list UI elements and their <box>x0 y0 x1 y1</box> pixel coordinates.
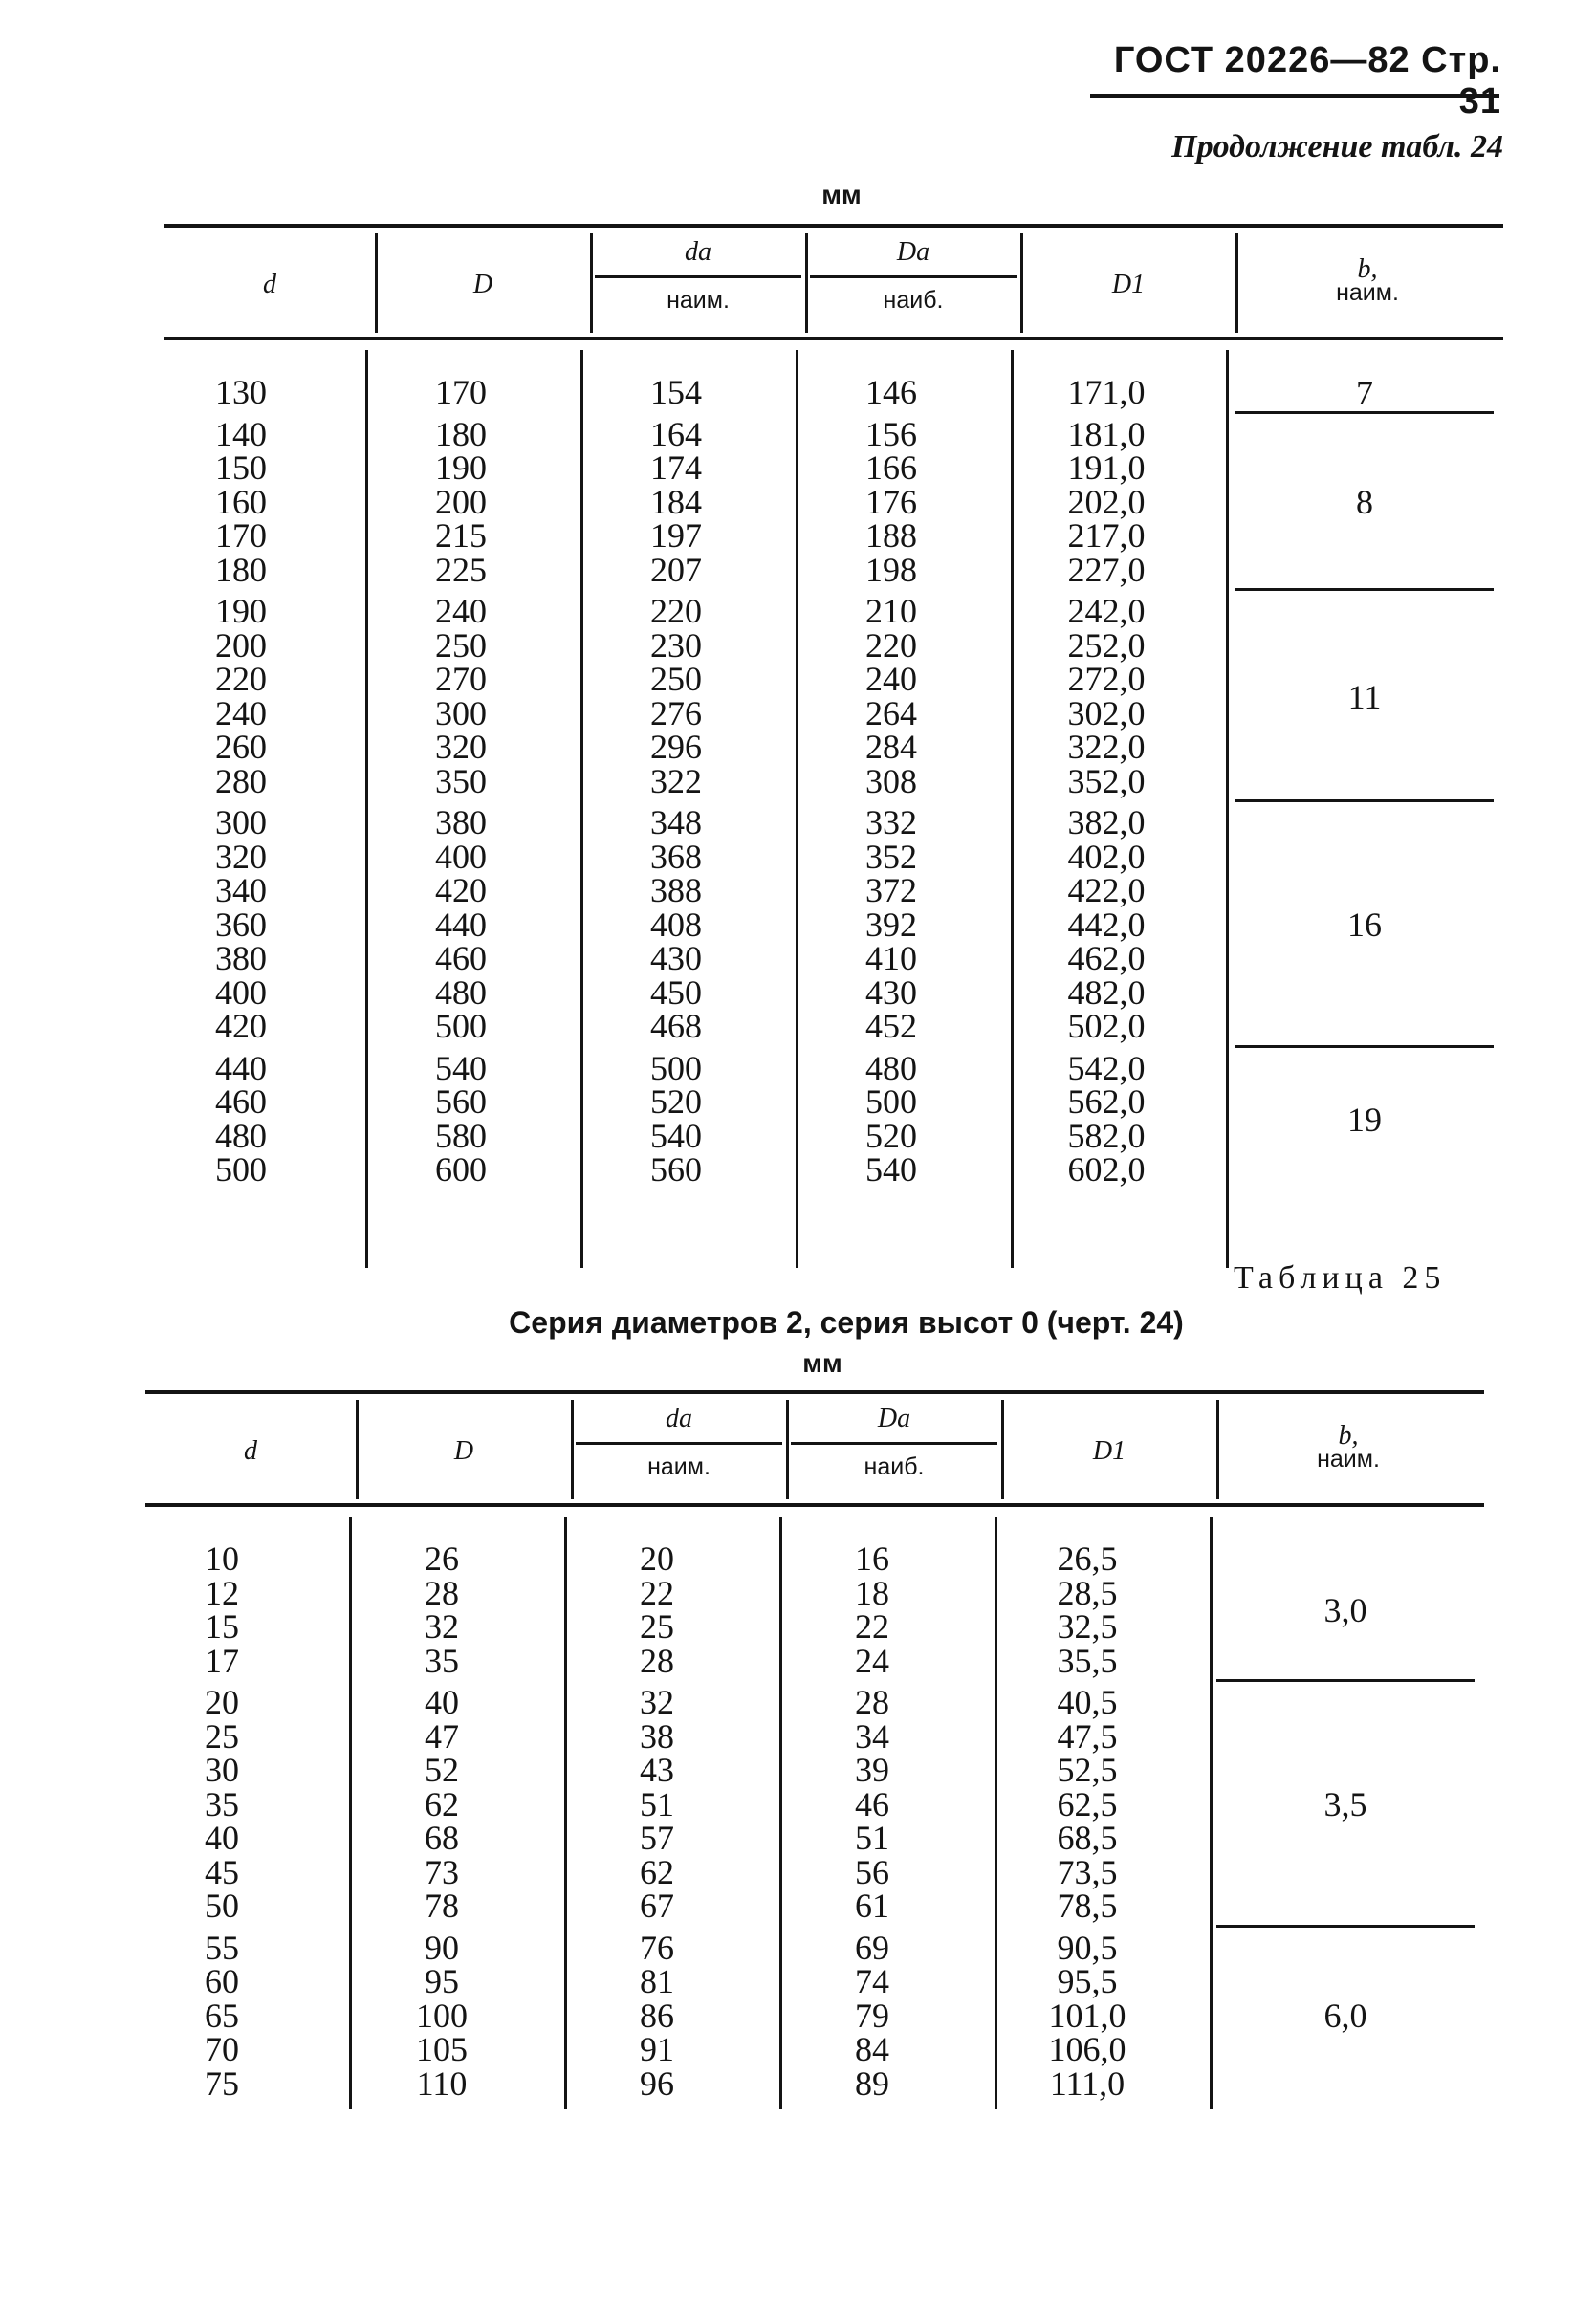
table25-cell-Da: 24 <box>855 1641 889 1680</box>
table25-cell-D1: 26,5 <box>1057 1539 1118 1578</box>
table24-cell-Da: 332 <box>865 803 917 841</box>
table25-cell-d: 60 <box>205 1962 239 2000</box>
table25-cell-D1: 73,5 <box>1057 1852 1118 1891</box>
table25-header-b-sub: наим. <box>1317 1446 1380 1473</box>
table24-cell-Da: 220 <box>865 625 917 665</box>
table25-cell-d: 20 <box>205 1683 239 1721</box>
table24-cell-da: 540 <box>650 1116 702 1155</box>
table24-cell-d: 480 <box>215 1116 267 1155</box>
table25-cell-d: 50 <box>205 1887 239 1925</box>
table24-cell-da: 500 <box>650 1048 702 1087</box>
table25-cell-D1: 78,5 <box>1057 1887 1118 1925</box>
table24-cell-da: 368 <box>650 837 702 876</box>
table25-cell-da: 67 <box>640 1887 674 1925</box>
table24-group-separator <box>1235 1045 1494 1048</box>
table25-cell-da: 25 <box>640 1607 674 1646</box>
table25-cell-D: 47 <box>425 1716 459 1756</box>
table24-header-D: D <box>472 270 493 299</box>
table24-vline-5-head <box>1235 233 1238 333</box>
table25-cell-D1: 106,0 <box>1048 2030 1126 2068</box>
table24-header-b: b, <box>1357 254 1378 284</box>
table24-cell-da: 207 <box>650 550 702 589</box>
table24-cell-D1: 227,0 <box>1067 550 1146 589</box>
table25-cell-d: 45 <box>205 1852 239 1891</box>
table24-cell-d: 190 <box>215 592 267 630</box>
table24-cell-D1: 502,0 <box>1067 1007 1146 1045</box>
table25-cell-D1: 47,5 <box>1057 1716 1118 1756</box>
table24-group-b-value: 11 <box>1347 677 1382 716</box>
table24-cell-da: 408 <box>650 905 702 944</box>
table25-cell-Da: 51 <box>855 1819 889 1857</box>
table25-header-Da: Da <box>877 1404 911 1433</box>
table24-cell-D: 500 <box>435 1007 487 1045</box>
table24-header-b-sub: наим. <box>1336 279 1399 306</box>
table24-cell-D: 420 <box>435 871 487 909</box>
table24-vline-5 <box>1226 350 1229 1268</box>
table25-cell-d: 75 <box>205 2063 239 2103</box>
table25-vline-1-head <box>356 1400 359 1499</box>
table24-cell-D1: 402,0 <box>1067 837 1146 876</box>
table25-cell-d: 30 <box>205 1751 239 1789</box>
table24-vline-4 <box>1011 350 1014 1268</box>
table24-header-d: d <box>263 270 276 299</box>
table24-cell-Da: 188 <box>865 516 917 555</box>
table25-cell-D1: 101,0 <box>1048 1996 1126 2035</box>
table24-cell-d: 200 <box>215 625 267 665</box>
table25-cell-da: 62 <box>640 1852 674 1891</box>
table25-vline-4 <box>995 1517 997 2109</box>
table24-cell-da: 220 <box>650 592 702 630</box>
table24-cell-d: 140 <box>215 414 267 453</box>
table25-cell-D: 28 <box>425 1573 459 1612</box>
table25-cell-da: 28 <box>640 1641 674 1680</box>
table25-cell-D1: 95,5 <box>1057 1962 1118 2000</box>
table24-cell-D: 170 <box>435 373 487 411</box>
table25-cell-D1: 52,5 <box>1057 1751 1118 1789</box>
table24-cell-da: 322 <box>650 761 702 800</box>
table25-cell-D: 32 <box>425 1607 459 1646</box>
table24-cell-d: 150 <box>215 448 267 487</box>
table24-cell-D1: 272,0 <box>1067 660 1146 698</box>
table25-cell-da: 38 <box>640 1716 674 1756</box>
table25-header-da-sub: наим. <box>647 1453 711 1480</box>
table25-cell-d: 17 <box>205 1641 239 1680</box>
table25-cell-da: 91 <box>640 2030 674 2068</box>
table24-header-da-sub: наим. <box>667 287 730 314</box>
table24-cell-da: 348 <box>650 803 702 841</box>
table24-cell-da: 450 <box>650 972 702 1012</box>
table25-header-D1: D1 <box>1092 1436 1126 1466</box>
table24-cell-da: 430 <box>650 939 702 977</box>
table24-cell-d: 400 <box>215 972 267 1012</box>
table25-cell-D: 78 <box>425 1887 459 1925</box>
table25-cell-Da: 22 <box>855 1607 889 1646</box>
table24-cell-D1: 217,0 <box>1067 516 1146 555</box>
table24-cell-D1: 252,0 <box>1067 625 1146 665</box>
table24-cell-D: 480 <box>435 972 487 1012</box>
table24-cell-Da: 352 <box>865 837 917 876</box>
table25-vline-4-head <box>1001 1400 1004 1499</box>
table24-cell-D: 200 <box>435 482 487 521</box>
table24-cell-da: 276 <box>650 693 702 732</box>
table24-cell-d: 440 <box>215 1048 267 1087</box>
table24-cell-d: 160 <box>215 482 267 521</box>
table24-vline-2 <box>580 350 583 1268</box>
table25-cell-Da: 56 <box>855 1852 889 1891</box>
table24-cell-da: 388 <box>650 871 702 909</box>
table24-cell-D1: 382,0 <box>1067 803 1146 841</box>
table25-cell-da: 57 <box>640 1819 674 1857</box>
table24-cell-D1: 482,0 <box>1067 972 1146 1012</box>
table25-cell-D: 68 <box>425 1819 459 1857</box>
table24-cell-d: 260 <box>215 728 267 766</box>
table24-header-Da-sub: наиб. <box>883 287 944 314</box>
table24-cell-D: 350 <box>435 761 487 800</box>
table25-cell-D1: 40,5 <box>1057 1683 1118 1721</box>
table25-cell-d: 70 <box>205 2030 239 2068</box>
table25-cell-Da: 69 <box>855 1928 889 1967</box>
table25-vline-2-head <box>571 1400 574 1499</box>
table25-cell-da: 86 <box>640 1996 674 2035</box>
table24-cell-D1: 582,0 <box>1067 1116 1146 1155</box>
table24-vline-2-head <box>590 233 593 333</box>
table24-cell-Da: 176 <box>865 482 917 521</box>
table24-cell-d: 240 <box>215 693 267 732</box>
table25-cell-Da: 46 <box>855 1784 889 1823</box>
table25-cell-D: 110 <box>416 2063 468 2103</box>
table25-cell-da: 22 <box>640 1573 674 1612</box>
table24-cell-d: 130 <box>215 373 267 411</box>
table25-cell-da: 96 <box>640 2063 674 2103</box>
table25-cell-D1: 111,0 <box>1049 2063 1126 2103</box>
table25-cell-D: 40 <box>425 1683 459 1721</box>
table24-cell-D1: 442,0 <box>1067 905 1146 944</box>
table24-group-b-value: 16 <box>1347 906 1382 945</box>
table24-cell-da: 154 <box>650 373 702 411</box>
table25-cell-da: 76 <box>640 1928 674 1967</box>
table24-cell-D1: 302,0 <box>1067 693 1146 732</box>
table24-cell-D: 270 <box>435 660 487 698</box>
table24-cell-d: 460 <box>215 1082 267 1121</box>
table24-cell-d: 500 <box>215 1150 267 1189</box>
table24-cell-D: 440 <box>435 905 487 944</box>
table24-cell-D1: 171,0 <box>1067 373 1146 411</box>
table24-cell-D: 600 <box>435 1150 487 1189</box>
table24-cell-D1: 322,0 <box>1067 728 1146 766</box>
table24-unit: мм <box>821 180 862 209</box>
table25-header-da: da <box>666 1404 692 1433</box>
table25-cell-D1: 28,5 <box>1057 1573 1118 1612</box>
table25-cell-Da: 18 <box>855 1573 889 1612</box>
table25-cell-d: 40 <box>205 1819 239 1857</box>
table24-cell-da: 296 <box>650 728 702 766</box>
table25-cell-D: 73 <box>425 1852 459 1891</box>
table24-cell-D: 300 <box>435 693 487 732</box>
table24-cell-d: 360 <box>215 905 267 944</box>
table24-cell-Da: 540 <box>865 1150 917 1189</box>
table25-cell-D: 90 <box>425 1928 459 1967</box>
table25-group-b-value: 3,0 <box>1323 1591 1367 1629</box>
table25-header-d: d <box>244 1436 257 1466</box>
table24-cell-D: 400 <box>435 837 487 876</box>
table25-cell-da: 81 <box>640 1962 674 2000</box>
table24-cell-Da: 410 <box>865 939 917 977</box>
table25-cell-D1: 35,5 <box>1057 1641 1118 1680</box>
table25-cell-D: 52 <box>425 1751 459 1789</box>
page-header-title: ГОСТ 20226—82 Стр. 31 <box>1113 40 1501 121</box>
table24-cell-Da: 156 <box>865 414 917 453</box>
table24-group-b-value: 19 <box>1347 1100 1382 1139</box>
table24-cell-D1: 562,0 <box>1067 1082 1146 1121</box>
table24-cell-D1: 462,0 <box>1067 939 1146 977</box>
table24-cell-Da: 520 <box>865 1116 917 1155</box>
table25-cell-d: 25 <box>205 1716 239 1756</box>
table25-cell-Da: 39 <box>855 1751 889 1789</box>
table24-cell-Da: 210 <box>865 592 917 630</box>
table24-cell-d: 300 <box>215 803 267 841</box>
table25-cell-d: 65 <box>205 1996 239 2035</box>
table24-cell-D: 320 <box>435 728 487 766</box>
table24-cell-Da: 166 <box>865 448 917 487</box>
table24-vline-1-head <box>375 233 378 333</box>
table25-cell-D1: 90,5 <box>1057 1928 1118 1967</box>
table24-cell-da: 520 <box>650 1082 702 1121</box>
table25-cell-da: 32 <box>640 1683 674 1721</box>
table24-cell-Da: 198 <box>865 550 917 589</box>
table25-cell-da: 51 <box>640 1784 674 1823</box>
table25-cell-D: 95 <box>425 1962 459 2000</box>
table24-vline-4-head <box>1020 233 1023 333</box>
table24-header-rule <box>164 337 1503 340</box>
table24-cell-D: 190 <box>435 448 487 487</box>
table25-vline-5-head <box>1216 1400 1219 1499</box>
table24-cell-da: 250 <box>650 660 702 698</box>
header-rule <box>1090 94 1499 98</box>
table24-cell-d: 420 <box>215 1007 267 1045</box>
table24-cell-D: 180 <box>435 414 487 453</box>
table24-cell-D: 250 <box>435 625 487 665</box>
table24-cell-Da: 452 <box>865 1007 917 1045</box>
table25-cell-Da: 28 <box>855 1683 889 1721</box>
table25-cell-da: 20 <box>640 1539 674 1578</box>
table24-group-b-value: 8 <box>1356 483 1373 522</box>
table24-group-separator <box>1235 799 1494 802</box>
table25-cell-D: 62 <box>425 1784 459 1823</box>
table24-vline-3 <box>796 350 798 1268</box>
table25-cell-D: 105 <box>416 2030 468 2068</box>
table24-cell-D: 580 <box>435 1116 487 1155</box>
table24-cell-d: 380 <box>215 939 267 977</box>
table25-vline-1 <box>349 1517 352 2109</box>
table25-vline-3 <box>779 1517 782 2109</box>
table24-vline-3-head <box>805 233 808 333</box>
table24-cell-d: 340 <box>215 871 267 909</box>
table24-header-Da: Da <box>896 237 930 267</box>
table24-cell-D: 460 <box>435 939 487 977</box>
table24-cell-D: 380 <box>435 803 487 841</box>
table25-vline-3-head <box>786 1400 789 1499</box>
table24-cell-D1: 602,0 <box>1067 1150 1146 1189</box>
table24-cell-da: 468 <box>650 1007 702 1045</box>
table24-cell-da: 560 <box>650 1150 702 1189</box>
table25-header-D: D <box>453 1436 474 1466</box>
table24-cell-Da: 430 <box>865 972 917 1012</box>
table24-cell-D1: 191,0 <box>1067 448 1146 487</box>
table-continuation-label: Продолжение табл. 24 <box>1171 129 1503 164</box>
table24-cell-d: 170 <box>215 516 267 555</box>
table24-cell-D: 225 <box>435 550 487 589</box>
table25-cell-Da: 89 <box>855 2063 889 2103</box>
table24-cell-Da: 308 <box>865 761 917 800</box>
table25-cell-d: 10 <box>205 1539 239 1578</box>
table24-cell-d: 320 <box>215 837 267 876</box>
table24-cell-D1: 542,0 <box>1067 1048 1146 1087</box>
table24-cell-da: 230 <box>650 625 702 665</box>
table24-cell-Da: 284 <box>865 728 917 766</box>
table25-header-da-rule <box>576 1442 782 1445</box>
table24-header-da: da <box>685 237 711 267</box>
table24-cell-Da: 392 <box>865 905 917 944</box>
table24-cell-Da: 480 <box>865 1048 917 1087</box>
table24-cell-Da: 146 <box>865 373 917 411</box>
table25-cell-Da: 79 <box>855 1996 889 2035</box>
table25-cell-D: 26 <box>425 1539 459 1578</box>
table25-header-b: b, <box>1338 1421 1359 1451</box>
table24-cell-Da: 372 <box>865 871 917 909</box>
table24-cell-da: 164 <box>650 414 702 453</box>
table24-cell-D1: 352,0 <box>1067 761 1146 800</box>
table25-cell-D1: 32,5 <box>1057 1607 1118 1646</box>
table25-cell-Da: 84 <box>855 2030 889 2068</box>
table25-cell-Da: 74 <box>855 1962 889 2000</box>
table25-group-b-value: 3,5 <box>1323 1785 1367 1824</box>
table24-cell-D: 560 <box>435 1082 487 1121</box>
table24-cell-D: 240 <box>435 592 487 630</box>
table25-label: Таблица 25 <box>1234 1260 1447 1296</box>
table25-cell-Da: 61 <box>855 1887 889 1925</box>
table24-cell-Da: 240 <box>865 660 917 698</box>
table25-unit: мм <box>802 1348 842 1378</box>
table25-caption: Серия диаметров 2, серия высот 0 (черт. 24) <box>509 1305 1184 1340</box>
table24-cell-d: 280 <box>215 761 267 800</box>
table24-vline-1 <box>365 350 368 1268</box>
table24-group-separator <box>1235 411 1494 414</box>
table25-vline-2 <box>564 1517 567 2109</box>
table24-group-b-value: 7 <box>1356 373 1373 412</box>
table25-header-Da-rule <box>791 1442 997 1445</box>
table24-cell-da: 174 <box>650 448 702 487</box>
table24-header-da-rule <box>595 275 801 278</box>
table25-cell-D: 35 <box>425 1641 459 1680</box>
table24-cell-D1: 422,0 <box>1067 871 1146 909</box>
table25-cell-D1: 62,5 <box>1057 1784 1118 1823</box>
table25-cell-d: 15 <box>205 1607 239 1646</box>
table24-cell-da: 184 <box>650 482 702 521</box>
table24-header-D1: D1 <box>1111 270 1146 299</box>
table25-cell-d: 55 <box>205 1928 239 1967</box>
table25-cell-d: 12 <box>205 1573 239 1612</box>
table25-cell-Da: 16 <box>855 1539 889 1578</box>
table24-cell-D1: 181,0 <box>1067 414 1146 453</box>
table24-cell-D: 215 <box>435 516 487 555</box>
table25-vline-5 <box>1210 1517 1213 2109</box>
table24-cell-Da: 500 <box>865 1082 917 1121</box>
table24-cell-D1: 202,0 <box>1067 482 1146 521</box>
table25-group-separator <box>1216 1679 1475 1682</box>
table24-cell-D: 540 <box>435 1048 487 1087</box>
table25-top-rule <box>145 1390 1484 1394</box>
table24-cell-Da: 264 <box>865 693 917 732</box>
table24-cell-da: 197 <box>650 516 702 555</box>
table25-header-Da-sub: наиб. <box>864 1453 925 1480</box>
table24-cell-d: 220 <box>215 660 267 698</box>
table24-group-separator <box>1235 588 1494 591</box>
table25-cell-D: 100 <box>416 1996 468 2035</box>
table25-header-rule <box>145 1503 1484 1507</box>
table24-header-Da-rule <box>810 275 1017 278</box>
table25-cell-D1: 68,5 <box>1057 1819 1118 1857</box>
table24-cell-D1: 242,0 <box>1067 592 1146 630</box>
table25-cell-d: 35 <box>205 1784 239 1823</box>
table25-cell-Da: 34 <box>855 1716 889 1756</box>
table24-top-rule <box>164 224 1503 228</box>
table24-cell-d: 180 <box>215 550 267 589</box>
table25-cell-da: 43 <box>640 1751 674 1789</box>
table25-group-separator <box>1216 1925 1475 1928</box>
table25-group-b-value: 6,0 <box>1323 1997 1367 2036</box>
